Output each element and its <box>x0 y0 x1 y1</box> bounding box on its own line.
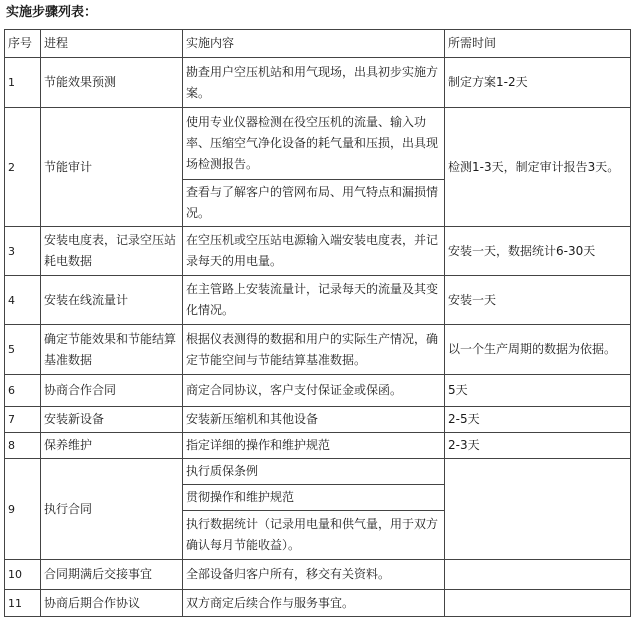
row-seq: 1 <box>5 58 41 108</box>
row-content: 安装新压缩机和其他设备 <box>183 407 445 433</box>
row-seq: 3 <box>5 227 41 276</box>
table-row <box>5 276 631 325</box>
header-time: 所需时间 <box>445 30 631 58</box>
table-row <box>5 459 631 485</box>
table-row <box>5 560 631 590</box>
row-seq: 8 <box>5 433 41 459</box>
row-process: 安装电度表，记录空压站耗电数据 <box>41 227 183 276</box>
table-row <box>5 590 631 617</box>
row-seq: 10 <box>5 560 41 590</box>
row-process: 安装新设备 <box>41 407 183 433</box>
page-title: 实施步骤列表： <box>6 5 98 20</box>
row-process: 安装在线流量计 <box>41 276 183 325</box>
row-content: 贯彻操作和维护规范 <box>183 485 445 511</box>
row-content: 在主管路上安装流量计，记录每天的流量及其变化情况。 <box>183 276 445 325</box>
row-process: 执行合同 <box>41 459 183 560</box>
table-row <box>5 433 631 459</box>
row-time: 以一个生产周期的数据为依据。 <box>445 325 631 375</box>
header-content: 实施内容 <box>183 30 445 58</box>
table-row <box>5 325 631 375</box>
row-seq: 4 <box>5 276 41 325</box>
row-process: 协商后期合作协议 <box>41 590 183 617</box>
row-time: 检测1-3天，制定审计报告3天。 <box>445 108 631 227</box>
row-content: 根据仪表测得的数据和用户的实际生产情况，确定节能空间与节能结算基准数据。 <box>183 325 445 375</box>
row-content: 商定合同协议，客户支付保证金或保函。 <box>183 375 445 407</box>
table-row <box>5 58 631 108</box>
row-seq: 7 <box>5 407 41 433</box>
header-seq: 序号 <box>5 30 41 58</box>
row-process: 协商合作合同 <box>41 375 183 407</box>
row-seq: 9 <box>5 459 41 560</box>
row-process: 保养维护 <box>41 433 183 459</box>
row-process: 节能审计 <box>41 108 183 227</box>
row-process: 节能效果预测 <box>41 58 183 108</box>
row-seq: 6 <box>5 375 41 407</box>
row-seq: 2 <box>5 108 41 227</box>
row-content: 执行数据统计（记录用电量和供气量，用于双方确认每月节能收益）。 <box>183 511 445 560</box>
row-content: 全部设备归客户所有，移交有关资料。 <box>183 560 445 590</box>
row-content: 使用专业仪器检测在役空压机的流量、输入功率、压缩空气净化设备的耗气量和压损，出具现场检测报告。 <box>183 108 445 180</box>
row-content: 执行质保条例 <box>183 459 445 485</box>
row-content: 指定详细的操作和维护规范 <box>183 433 445 459</box>
row-time: 安装一天 <box>445 276 631 325</box>
row-content: 查看与了解客户的管网布局、用气特点和漏损情况。 <box>183 180 445 227</box>
row-content: 勘查用户空压机站和用气现场，出具初步实施方案。 <box>183 58 445 108</box>
table-header-row <box>5 30 631 58</box>
row-time: 2-3天 <box>445 433 631 459</box>
table-row <box>5 375 631 407</box>
row-time <box>445 459 631 560</box>
table-row <box>5 108 631 180</box>
row-time <box>445 560 631 590</box>
row-time: 安装一天，数据统计6-30天 <box>445 227 631 276</box>
row-process: 合同期满后交接事宜 <box>41 560 183 590</box>
row-seq: 11 <box>5 590 41 617</box>
row-seq: 5 <box>5 325 41 375</box>
row-time: 2-5天 <box>445 407 631 433</box>
row-time <box>445 590 631 617</box>
header-process: 进程 <box>41 30 183 58</box>
table-row <box>5 227 631 276</box>
row-content: 在空压机或空压站电源输入端安装电度表，并记录每天的用电量。 <box>183 227 445 276</box>
row-time: 制定方案1-2天 <box>445 58 631 108</box>
table-row <box>5 407 631 433</box>
row-time: 5天 <box>445 375 631 407</box>
steps-table <box>4 29 631 617</box>
row-content: 双方商定后续合作与服务事宜。 <box>183 590 445 617</box>
row-process: 确定节能效果和节能结算基准数据 <box>41 325 183 375</box>
